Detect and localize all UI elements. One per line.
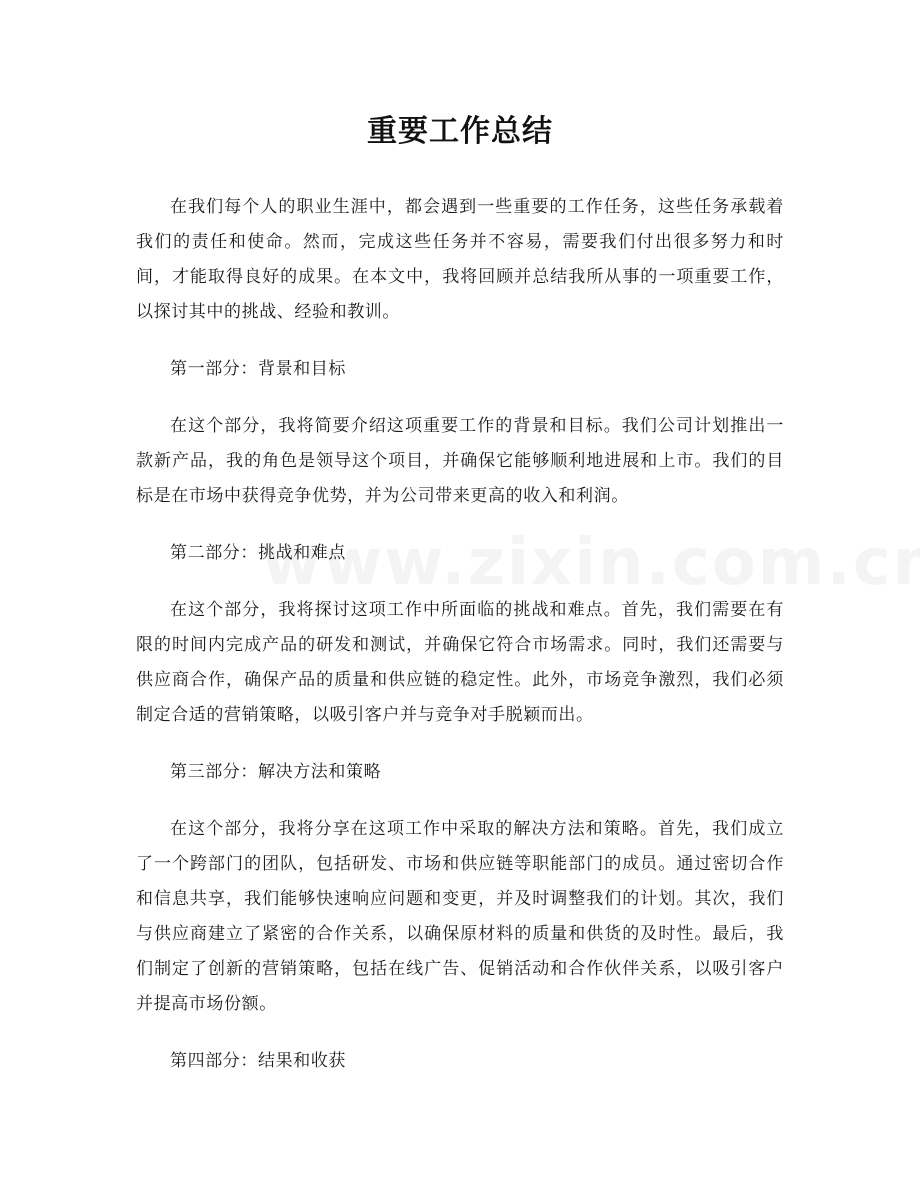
section-heading-solutions: 第三部分：解决方法和策略 (170, 762, 382, 782)
section-heading-results: 第四部分：结果和收获 (170, 1051, 346, 1071)
intro-paragraph: 在我们每个人的职业生涯中，都会遇到一些重要的工作任务，这些任务承载着我们的责任和使命。然而，完成这些任务并不容易，需要我们付出很多努力和时间，才能取得良好的成果。在本文中，我将回顾并总结我所从事的一项重要工作，以探讨其中的挑战、经验和教训。 (136, 197, 784, 322)
section-paragraph-challenges: 在这个部分，我将探讨这项工作中所面临的挑战和难点。首先，我们需要在有限的时间内完成产品的研发和测试，并确保它符合市场需求。同时，我们还需要与供应商合作，确保产品的质量和供应链的稳定性。此外，市场竞争激烈，我们必须制定合适的营销策略，以吸引客户并与竞争对手脱颖而出。 (136, 600, 784, 725)
document-title: 重要工作总结 (367, 114, 553, 149)
section-heading-background: 第一部分：背景和目标 (170, 359, 346, 379)
section-paragraph-solutions: 在这个部分，我将分享在这项工作中采取的解决方法和策略。首先，我们成立了一个跨部门的团队，包括研发、市场和供应链等职能部门的成员。通过密切合作和信息共享，我们能够快速响应问题和变更，并及时调整我们的计划。其次，我们与供应商建立了紧密的合作关系，以确保原材料的质量和供货的及时性。最后，我们制定了创新的营销策略，包括在线广告、促销活动和合作伙伴关系，以吸引客户并提高市场份额。 (136, 819, 784, 1014)
section-paragraph-background: 在这个部分，我将简要介绍这项重要工作的背景和目标。我们公司计划推出一款新产品，我的角色是领导这个项目，并确保它能够顺利地进展和上市。我们的目标是在市场中获得竞争优势，并为公司带来更高的收入和利润。 (136, 416, 784, 506)
section-heading-challenges: 第二部分：挑战和难点 (170, 543, 346, 563)
